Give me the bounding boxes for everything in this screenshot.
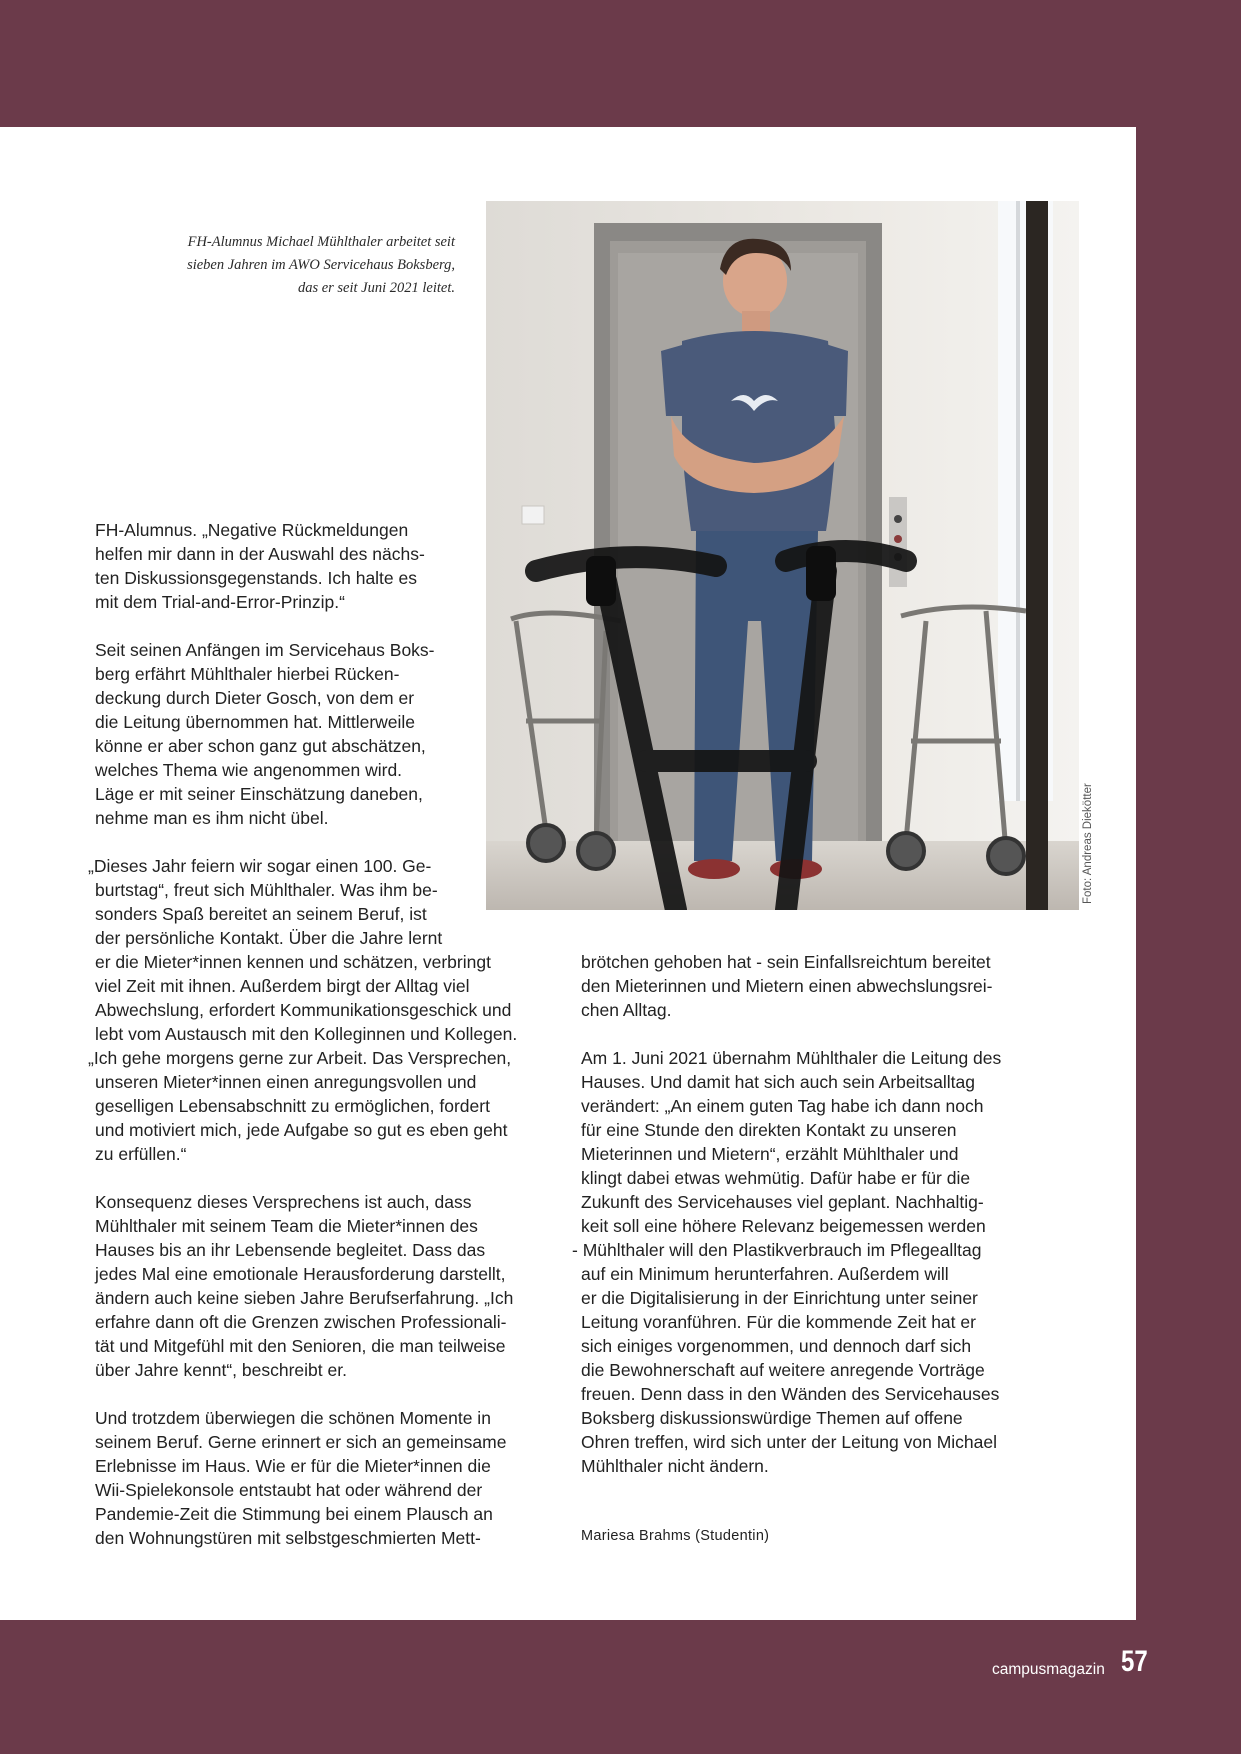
text-line: Erlebnisse im Haus. Wie er für die Mieter*innen die bbox=[95, 1456, 491, 1476]
text-line: könne er aber schon ganz gut abschätzen, bbox=[95, 736, 426, 756]
caption-line: FH-Alumnus Michael Mühlthaler arbeitet seit bbox=[187, 234, 455, 250]
caption-line: sieben Jahren im AWO Servicehaus Boksberg, bbox=[187, 257, 455, 273]
text-line: Konsequenz dieses Versprechens ist auch, dass bbox=[95, 1192, 472, 1212]
text-line: Mieterinnen und Mietern“, erzählt Mühlthaler und bbox=[581, 1144, 959, 1164]
text-line: mit dem Trial-and-Error-Prinzip.“ bbox=[95, 592, 345, 612]
text-line: keit soll eine höhere Relevanz beigemessen werden bbox=[581, 1216, 986, 1236]
text-line: verändert: „An einem guten Tag habe ich dann noch bbox=[581, 1096, 984, 1116]
text-line: Läge er mit seiner Einschätzung daneben, bbox=[95, 784, 423, 804]
photo-credit: Foto: Andreas Diekötter bbox=[1082, 783, 1094, 904]
text-line: tät und Mitgefühl mit den Senioren, die man teilweise bbox=[95, 1336, 506, 1356]
text-line: die Leitung übernommen hat. Mittlerweile bbox=[95, 712, 416, 732]
text-line: deckung durch Dieter Gosch, von dem er bbox=[95, 688, 415, 708]
text-line: der persönliche Kontakt. Über die Jahre lernt bbox=[95, 928, 443, 948]
text-line: zu erfüllen.“ bbox=[95, 1144, 187, 1164]
text-line: geselligen Lebensabschnitt zu ermöglichen, fordert bbox=[95, 1096, 490, 1116]
text-line: viel Zeit mit ihnen. Außerdem birgt der Alltag viel bbox=[95, 976, 470, 996]
text-line: Mühlthaler nicht ändern. bbox=[581, 1456, 769, 1476]
text-line: freuen. Denn dass in den Wänden des Servicehauses bbox=[581, 1384, 1000, 1404]
text-line: für eine Stunde den direkten Kontakt zu unseren bbox=[581, 1120, 957, 1140]
text-line: Hauses bis an ihr Lebensende begleitet. Dass das bbox=[95, 1240, 486, 1260]
text-line: auf ein Minimum herunterfahren. Außerdem will bbox=[581, 1264, 949, 1284]
text-line: burtstag“, freut sich Mühlthaler. Was ihm be- bbox=[95, 880, 438, 900]
text-line: Leitung voranführen. Für die kommende Zeit hat er bbox=[581, 1312, 976, 1332]
text-line: helfen mir dann in der Auswahl des nächs- bbox=[95, 544, 425, 564]
text-line: er die Digitalisierung in der Einrichtung unter seiner bbox=[581, 1288, 978, 1308]
text-line: Wii-Spielekonsole entstaubt hat oder während der bbox=[95, 1480, 483, 1500]
text-line: sonders Spaß bereitet an seinem Beruf, ist bbox=[95, 904, 427, 924]
text-line: Zukunft des Servicehauses viel geplant. Nachhaltig- bbox=[581, 1192, 984, 1212]
text-line: Seit seinen Anfängen im Servicehaus Boks- bbox=[95, 640, 435, 660]
text-line: berg erfährt Mühlthaler hierbei Rücken- bbox=[95, 664, 400, 684]
text-line: „Ich gehe morgens gerne zur Arbeit. Das Versprechen, bbox=[88, 1048, 512, 1068]
text-line: brötchen gehoben hat - sein Einfallsreichtum bereitet bbox=[581, 952, 991, 972]
text-line: FH-Alumnus. „Negative Rückmeldungen bbox=[95, 520, 409, 540]
text-line: die Bewohnerschaft auf weitere anregende Vorträge bbox=[581, 1360, 985, 1380]
text-line: unseren Mieter*innen einen anregungsvollen und bbox=[95, 1072, 477, 1092]
text-line: Ohren treffen, wird sich unter der Leitung von Michael bbox=[581, 1432, 998, 1452]
photo-caption bbox=[120, 231, 455, 300]
text-line: welches Thema wie angenommen wird. bbox=[95, 760, 403, 780]
text-line: ändern auch keine sieben Jahre Berufserfahrung. „Ich bbox=[95, 1288, 514, 1308]
article-photo bbox=[486, 201, 1079, 910]
text-line: klingt dabei etwas wehmütig. Dafür habe er für die bbox=[581, 1168, 971, 1188]
text-line: Und trotzdem überwiegen die schönen Momente in bbox=[95, 1408, 491, 1428]
text-line: - Mühlthaler will den Plastikverbrauch im Pflegealltag bbox=[572, 1240, 982, 1260]
text-line: Mühlthaler mit seinem Team die Mieter*innen des bbox=[95, 1216, 478, 1236]
text-line: Boksberg diskussionswürdige Themen auf offene bbox=[581, 1408, 963, 1428]
text-line: Abwechslung, erfordert Kommunikationsgeschick und bbox=[95, 1000, 512, 1020]
text-line: sich einiges vorgenommen, und dennoch darf sich bbox=[581, 1336, 972, 1356]
text-line: über Jahre kennt“, beschreibt er. bbox=[95, 1360, 347, 1380]
text-line: Hauses. Und damit hat sich auch sein Arbeitsalltag bbox=[581, 1072, 975, 1092]
page-number: 57 bbox=[1121, 1645, 1148, 1678]
caption-line: das er seit Juni 2021 leitet. bbox=[297, 280, 455, 296]
text-line: „Dieses Jahr feiern wir sogar einen 100. Ge- bbox=[88, 856, 432, 876]
author-byline: Mariesa Brahms (Studentin) bbox=[581, 1528, 770, 1544]
text-line: lebt vom Austausch mit den Kolleginnen und Kollegen. bbox=[95, 1024, 518, 1044]
text-line: chen Alltag. bbox=[581, 1000, 672, 1020]
text-line: und motiviert mich, jede Aufgabe so gut es eben geht bbox=[95, 1120, 508, 1140]
text-line: erfahre dann oft die Grenzen zwischen Professionali- bbox=[95, 1312, 507, 1332]
text-line: den Mieterinnen und Mietern einen abwechslungsrei- bbox=[581, 976, 993, 996]
text-line: er die Mieter*innen kennen und schätzen, verbringt bbox=[95, 952, 491, 972]
magazine-name: campusmagazin bbox=[992, 1661, 1105, 1678]
text-line: Am 1. Juni 2021 übernahm Mühlthaler die Leitung des bbox=[581, 1048, 1002, 1068]
text-line: jedes Mal eine emotionale Herausforderung darstellt, bbox=[95, 1264, 506, 1284]
photo-man-with-walkers-icon bbox=[486, 201, 1079, 910]
text-line: nehme man es ihm nicht übel. bbox=[95, 808, 329, 828]
text-line: ten Diskussionsgegenstands. Ich halte es bbox=[95, 568, 417, 588]
text-line: den Wohnungstüren mit selbstgeschmierten Mett- bbox=[95, 1528, 481, 1548]
text-line: Pandemie-Zeit die Stimmung bei einem Plausch an bbox=[95, 1504, 493, 1524]
text-line: seinem Beruf. Gerne erinnert er sich an gemeinsame bbox=[95, 1432, 507, 1452]
